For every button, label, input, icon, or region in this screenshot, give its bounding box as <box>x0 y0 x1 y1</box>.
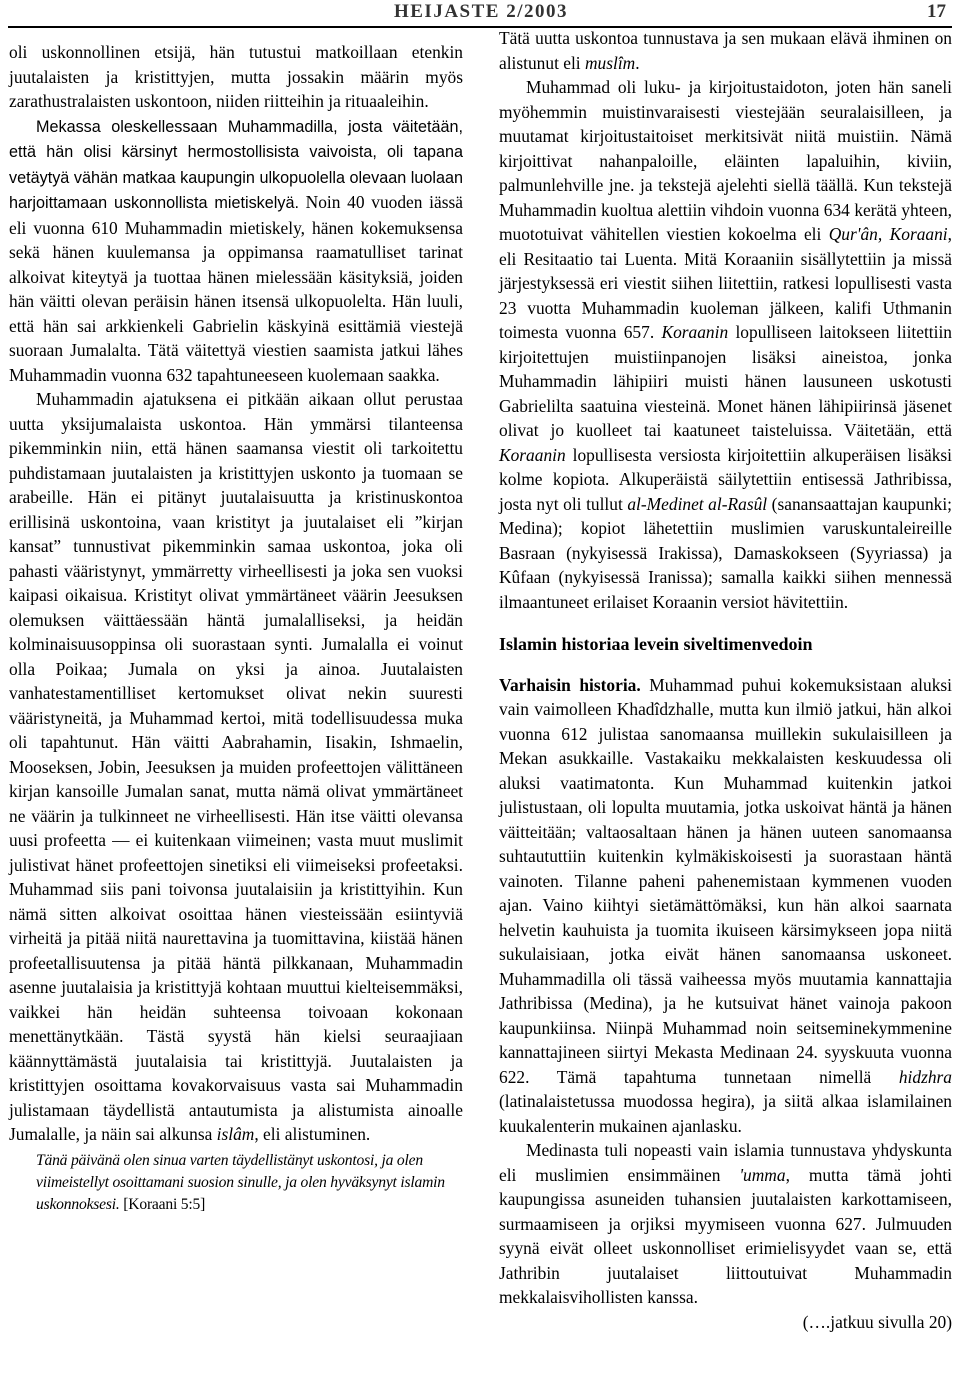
quote-source: [Koraani 5:5] <box>119 1195 206 1213</box>
section-heading: Islamin historiaa levein siveltimenvedoin <box>499 634 813 654</box>
right-column <box>499 26 952 1334</box>
paragraph: Tätä uutta uskontoa tunnustava ja sen mukaan elävä ihminen on alistunut eli muslîm. <box>499 28 952 73</box>
lead-in: Varhaisin historia. <box>499 674 641 695</box>
page-number: 17 <box>927 1 946 22</box>
paragraph: oli uskonnollinen etsijä, hän tutustui matkoillaan etenkin juutalaisten ja kristittyjen, mutta jossakin määrin myös zarathustralaisten uskontoon, niiden riitteihin ja rituaaleihin. <box>9 42 463 111</box>
koran-quote: Tänä päivänä olen sinua varten täydellistänyt uskontosi, ja olen viimeistellyt osoittamani suosion sinulle, ja olen hyväksynyt islamin uskonnoksesi. [Koraani 5:5] <box>36 1151 445 1213</box>
paragraph: Varhaisin historia. Muhammad puhui kokemuksistaan aluksi vain vaimolleen Khadîdzhalle, mutta kun ilmiö jatkui, hän alkoi vuonna 612 julistaa sanomaansa muillekin sukulaisilleen ja Mekan asukkaille. Vastakaiku mekkalaisten keskuudessa oli aluksi vaatimatonta. Kun Muhammad kuitenkin jatkoi julistustaan, oli lopulta muutamia, jotka uskoivat häntä ja hänen väitteitään; valtaosaltaan hänen ja hänen uuteen sanomaansa suhtaututtiin kuitenkin kylmäkiskoisesti ja suorastaan häntä vainoten. Tilanne paheni pahenemistaan kymmenen vuoden ajan. Vaino kiihtyi sietämättömäksi, kun hän alkoi saarnata helvetin kauhuista ja tuomita ikuiseen kärsimykseen jopa niitä sukulaisiaan, jotka eivät hänen sanomaansa uskoneet. Muhammadilla oli tässä vaiheessa myös muutamia kannattajia Jathribissa (Medina), ja he kutsuivat hänet vainoja pakoon kaupunkiinsa. Niinpä Muhammad noin seitseminekymmenine kannattajineen siirtyi Mekasta Medinaan 24. syyskuuta vuonna 622. Tämä tapahtuma tunnetaan nimellä hidzhra (latinalaistetussa muodossa hegira), ja siitä alkaa islamilainen kuukalenterin mukainen ajanlasku. <box>499 674 953 1136</box>
left-column <box>9 40 463 1216</box>
paragraph: Medinasta tuli nopeasti vain islamia tunnustava yhdyskunta eli muslimien ensimmäinen 'umma, mutta tämä johti kaupungissa asuneiden tuhansien juutalaisten karkottamiseen, surmaamiseen ja orjiksi myymiseen vuonna 627. Julmuuden syynä eivät olleet uskonnolliset erimielisyydet vaan se, että Jathribin juutalaiset liittoutuivat Muhammadin mekkalaisvihollisten kanssa. <box>499 1140 952 1307</box>
publication-title: HEIJASTE 2/2003 <box>393 1 568 22</box>
paragraph: Mekassa oleskellessaan Muhammadilla, josta väitetään, että hän olisi kärsinyt hermostollisista vaivoista, oli tapana vetäytyä vähän matkaa kaupungin ulkopuolella olevaan luolaan harjoittamaan uskonnollista mietiskelyä. Noin 40 vuoden iässä eli vuonna 610 Muhammadin mietiskely, hänen kokemuksensa sekä hänen kuulemansa ja oppimansa raamatulliset tarinat alkoivat kiteytyä ja tuottaa hänen mielessään käsityksiä, joiden hän väitti olevan peräisin hänen itsensä ulkopuolelta. Hän luuli, että hän sai arkkienkeli Gabrielin käskyinä esittämiä viestejä suoraan Jumalalta. Tätä väitettyä viestien saamista jatkui lähes Muhammadin vuonna 632 tapahtuneeseen kuolemaan saakka. <box>9 117 463 385</box>
paragraph: Muhammadin ajatuksena ei pitkään aikaan ollut perustaa uutta yksijumalaista uskontoa. Hän ymmärsi tilanteensa pikemminkin niin, että hänen saamansa viestit oli tarkoitettu puhdistamaan juutalaisten ja kristittyjen uskonto ja tuomaan se arabeille. Hän ei pitänyt juutalaisuutta ja kristinuskontoa erillisinä uskontoina, vaan kristityt ja juutalaiset eli ”kirjan kansat” tunnustivat pikemminkin samaa uskontoa, joka oli pahasti vääristynyt, ymmärretty virheellisesti ja joka sen vuoksi kaipasi oikaisua. Kristityt olivat ymmärtäneet väärin Jeesuksen olemuksen väittäessään häntä jumalalliseksi, ja heidän kolminaisuusoppinsa oli suorastaan synti. Jumalalla ei voinut olla Poikaa; Jumala on yksi ja ainoa. Juutalaisten vanhatestamentilliset kertomukset olivat nekin suuresti vääristyneitä, ja Muhammad kertoi, mitä todellisuudessa muka oli tapahtunut. Hän väitti Aabrahamin, Iisakin, Ishmaelin, Mooseksen, Jobin, Jeesuksen ja muiden profeettojen välittäneen kirjan kansoille Jumalan sanat, mutta nämä olivat ymmärtäneet ne väärin ja tulkinneet ne virheellisesti. Hän itse väitti olevansa uusi profeetta — ei kuitenkaan viimeinen; vasta muut muslimit julistivat hänet profeettojen sinetiksi eli viimeiseksi profeetaksi. Muhammad siis pani toivonsa juutalaisiin ja kristittyihin. Kun nämä sitten alkoivat osoittaa hänen viesteissään esiintyviä virheitä ja pitää niitä naurettavina ja tuomittavina, kiistää hänen profeetallisuutensa ja pitää häntä pilkkanaan, Muhammadin asenne juutalaisia ja kristittyjä kohtaan muuttui kielteisemmäksi, vaikkei hän heidän suhteensa toivoaan kokonaan menettänytkään. Tästä syystä hän kielsi seuraajiaan käännyttämästä juutalaisia tai kristittyjä. Juutalaisten ja kristittyjen osoittama kovakorvaisuus vasta sai Muhammadin julistamaan täydellistä antautumista ja alistumista ainoalle Jumalalle, ja näin sai alkunsa islâm, eli alistuminen. <box>9 389 463 1144</box>
paragraph: Muhammad oli luku- ja kirjoitustaidoton, joten hän saneli myöhemmin muistinvaraisesti viestejään seuralaisilleen, ja muutamat kirjoitustaitoiset merkitsivät niitä muistiin. Nämä kirjoittivat nahanpaloille, eläinten lapaluihin, kiviin, palmunlehville jne. ja tekstejä ajelehti siellä täällä. Kun tekstejä Muhammadin kuoltua alettiin vihdoin vuonna 634 kerätä yhteen, muototuivat vähitellen viestien kokoelma eli Qur'ân, Koraani, eli Resitaatio tai Luenta. Mitä Koraaniin sisällytettiin ja missä järjestyksessä eri viestit siihen liitettiin, ratkesi lopullisesti vasta 23 vuotta Muhammadin kuoleman jälkeen, kalifi Uthmanin toimesta vuonna 657. Koraanin lopulliseen laitokseen liitettiin kirjoitettujen muistiinpanojen lisäksi aineistoa, jonka Muhammadin lähipiiri muisti hänen lausuneen uskotusti Gabrielilta saatuina viesteinä. Monet hänen lähipiirinsä jäsenet olivat jo kuolleet tai kaatuneet taisteluissa. Väitetään, että Koraanin lopullisesta versiosta kirjoitettiin alkuperäisen lisäksi kolme kopiota. Alkuperäistä säilytettiin entisessä Jathribissa, josta nyt oli tullut al-Medinet al-Rasûl (sanansaattajan kaupunki; Medina); kopiot lähetettiin muslimien varuskuntaleireille Basraan (nykyisessä Irakissa), Damaskokseen (Syyriassa) ja Kûfaan (nykyisessä Iranissa); samalla kaikki siihen mennessä ilmaantuneet erilaiset Koraanin versiot hävitettiin. <box>499 77 952 612</box>
continued-note: (….jatkuu sivulla 20) <box>802 1311 952 1332</box>
page-header <box>8 0 952 28</box>
